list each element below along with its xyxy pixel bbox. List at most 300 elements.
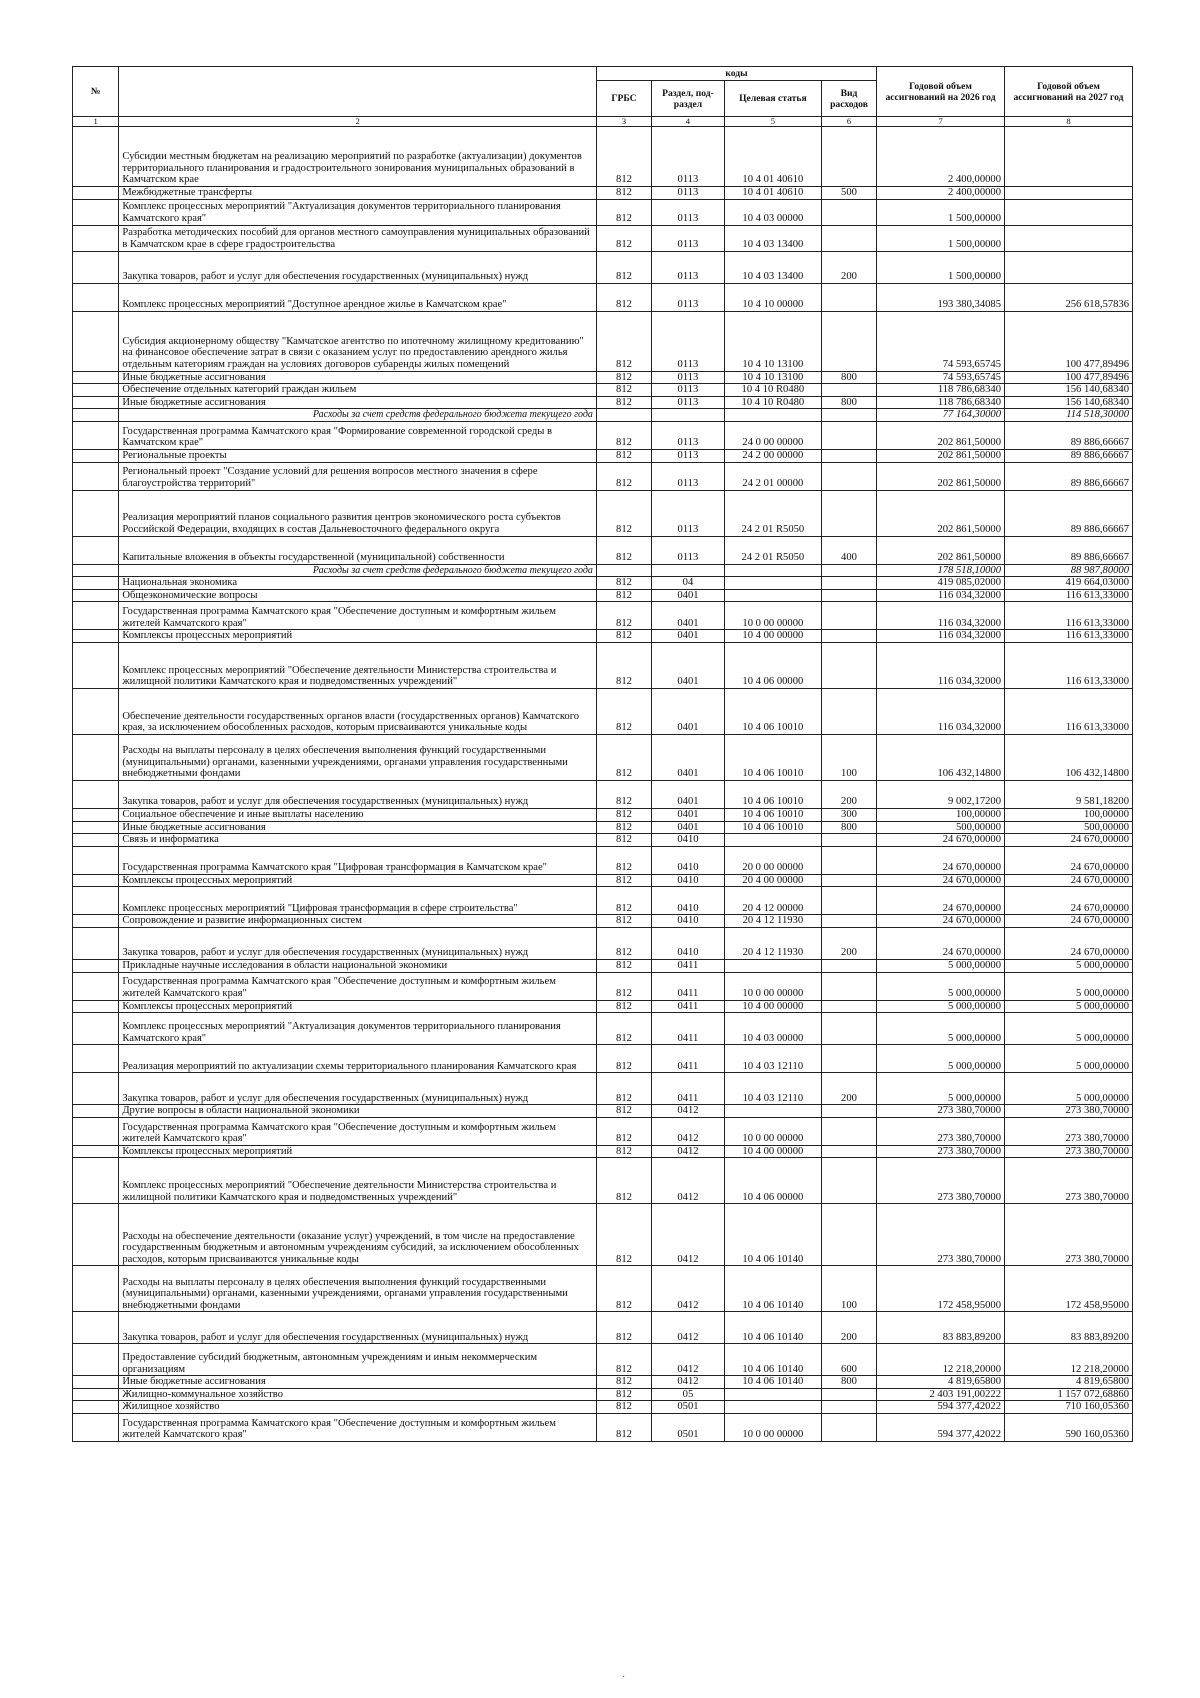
cell-name: Закупка товаров, работ и услуг для обеспечения государственных (муниципальных) нужд (119, 251, 597, 283)
table-row (73, 915, 1133, 928)
cell-vr (821, 1145, 876, 1158)
cell-vr (821, 1401, 876, 1414)
table-row (73, 409, 1133, 422)
cell-grbs: 812 (596, 536, 651, 564)
cell-num (73, 1312, 119, 1344)
cell-cs: 10 4 06 10140 (724, 1312, 821, 1344)
cell-v2026: 2 400,00000 (877, 187, 1005, 200)
cell-sec: 0401 (652, 780, 725, 808)
cell-v2027: 116 613,33000 (1005, 688, 1133, 734)
page-mark: · (622, 1672, 626, 1683)
table-row (73, 1013, 1133, 1045)
header-num: № (73, 67, 119, 117)
cell-v2027 (1005, 187, 1133, 200)
cell-v2027: 116 613,33000 (1005, 589, 1133, 602)
cell-cs: 20 0 00 00000 (724, 846, 821, 874)
cell-v2027: 83 883,89200 (1005, 1312, 1133, 1344)
header-2027: Годовой объем ассигнований на 2027 год (1005, 67, 1133, 117)
cell-sec: 0411 (652, 1045, 725, 1073)
cell-vr (821, 915, 876, 928)
cell-vr (821, 384, 876, 397)
header-exptype: Вид расходов (821, 81, 876, 117)
header-name (119, 67, 597, 117)
cell-vr: 800 (821, 371, 876, 384)
cell-cs (724, 1105, 821, 1118)
cell-num (73, 1000, 119, 1013)
cell-vr (821, 311, 876, 371)
cell-v2026: 273 380,70000 (877, 1105, 1005, 1118)
cell-num (73, 283, 119, 311)
cell-num (73, 1013, 119, 1045)
cell-num (73, 1045, 119, 1073)
cell-v2026: 1 500,00000 (877, 225, 1005, 251)
cell-vr (821, 421, 876, 449)
cell-v2027: 5 000,00000 (1005, 1013, 1133, 1045)
cell-cs: 10 4 06 10010 (724, 780, 821, 808)
cell-cs: 10 4 06 10140 (724, 1204, 821, 1266)
table-row (73, 602, 1133, 630)
cell-num (73, 780, 119, 808)
cell-name: Обеспечение деятельности государственных органов власти (государственных органов) Камчатского края, за исключением обособленных расходов, которым присваиваются уникальные коды (119, 688, 597, 734)
cell-cs (724, 834, 821, 847)
cell-sec: 0113 (652, 396, 725, 409)
cell-vr: 200 (821, 1073, 876, 1105)
table-row (73, 1105, 1133, 1118)
cell-sec: 0501 (652, 1414, 725, 1442)
cell-cs: 10 0 00 00000 (724, 1117, 821, 1145)
cell-cs: 24 2 01 00000 (724, 462, 821, 490)
cell-num (73, 1145, 119, 1158)
cell-vr (821, 1158, 876, 1204)
cell-name: Другие вопросы в области национальной экономики (119, 1105, 597, 1118)
cell-cs: 24 2 01 R5050 (724, 490, 821, 536)
cell-cs (724, 564, 821, 577)
cell-v2026: 77 164,30000 (877, 409, 1005, 422)
cell-num (73, 449, 119, 462)
cell-vr: 200 (821, 780, 876, 808)
cell-num (73, 490, 119, 536)
cell-vr (821, 602, 876, 630)
cell-sec: 0412 (652, 1376, 725, 1389)
cell-v2027: 24 670,00000 (1005, 846, 1133, 874)
cell-sec: 0113 (652, 311, 725, 371)
cell-sec: 0412 (652, 1158, 725, 1204)
cell-cs: 10 4 10 13100 (724, 311, 821, 371)
cell-v2026: 2 400,00000 (877, 127, 1005, 187)
cell-vr (821, 1045, 876, 1073)
cell-num (73, 371, 119, 384)
cell-v2026: 5 000,00000 (877, 1013, 1005, 1045)
cell-vr (821, 1204, 876, 1266)
table-row (73, 251, 1133, 283)
cell-name: Национальная экономика (119, 577, 597, 590)
cell-v2027: 89 886,66667 (1005, 462, 1133, 490)
cell-name: Комплексы процессных мероприятий (119, 874, 597, 887)
cell-name: Комплекс процессных мероприятий "Цифровая трансформация в сфере строительства" (119, 887, 597, 915)
cell-sec (652, 409, 725, 422)
cell-sec: 0113 (652, 225, 725, 251)
cell-vr: 100 (821, 734, 876, 780)
cell-vr (821, 1414, 876, 1442)
cell-v2026: 4 819,65800 (877, 1376, 1005, 1389)
cell-grbs: 812 (596, 780, 651, 808)
cell-num (73, 1204, 119, 1266)
cell-name: Субсидии местным бюджетам на реализацию мероприятий по разработке (актуализации) документов территориального планирования и градостроительного зонирования муниципальных образований в Камчатском крае (119, 127, 597, 187)
cell-grbs: 812 (596, 199, 651, 225)
cell-sec: 0410 (652, 834, 725, 847)
cell-v2027: 88 987,80000 (1005, 564, 1133, 577)
cell-vr (821, 1013, 876, 1045)
cell-name: Комплекс процессных мероприятий "Обеспечение деятельности Министерства строительства и жилищной политики Камчатского края и подведомственных учреждений" (119, 642, 597, 688)
cell-name: Иные бюджетные ассигнования (119, 396, 597, 409)
cell-sec: 0410 (652, 887, 725, 915)
cell-vr: 400 (821, 536, 876, 564)
cell-grbs: 812 (596, 972, 651, 1000)
table-row (73, 311, 1133, 371)
cell-grbs (596, 564, 651, 577)
cell-v2027: 5 000,00000 (1005, 959, 1133, 972)
cell-v2027: 100 477,89496 (1005, 311, 1133, 371)
cell-cs (724, 409, 821, 422)
table-row (73, 225, 1133, 251)
cell-cs: 24 2 00 00000 (724, 449, 821, 462)
cell-name: Жилищно-коммунальное хозяйство (119, 1388, 597, 1401)
cell-vr (821, 1000, 876, 1013)
cell-v2026: 5 000,00000 (877, 1073, 1005, 1105)
cell-v2026: 202 861,50000 (877, 421, 1005, 449)
cell-v2026: 118 786,68340 (877, 396, 1005, 409)
cell-v2026: 1 500,00000 (877, 199, 1005, 225)
cell-v2027 (1005, 199, 1133, 225)
cell-v2026: 116 034,32000 (877, 602, 1005, 630)
cell-v2027: 4 819,65800 (1005, 1376, 1133, 1389)
cell-v2027: 24 670,00000 (1005, 874, 1133, 887)
table-row (73, 1312, 1133, 1344)
cell-grbs: 812 (596, 927, 651, 959)
cell-vr: 100 (821, 1266, 876, 1312)
cell-num (73, 384, 119, 397)
cell-grbs: 812 (596, 1376, 651, 1389)
cell-name: Прикладные научные исследования в области национальной экономики (119, 959, 597, 972)
cell-grbs: 812 (596, 1145, 651, 1158)
cell-cs: 10 4 03 00000 (724, 199, 821, 225)
cell-name: Иные бюджетные ассигнования (119, 371, 597, 384)
cell-v2027: 24 670,00000 (1005, 915, 1133, 928)
table-row (73, 1073, 1133, 1105)
table-row (73, 384, 1133, 397)
table-row (73, 371, 1133, 384)
cell-grbs: 812 (596, 1344, 651, 1376)
cell-vr: 300 (821, 808, 876, 821)
cell-name: Комплекс процессных мероприятий "Обеспечение деятельности Министерства строительства и жилищной политики Камчатского края и подведомственных учреждений" (119, 1158, 597, 1204)
cell-grbs: 812 (596, 846, 651, 874)
cell-sec: 0411 (652, 959, 725, 972)
cell-num (73, 1401, 119, 1414)
cell-num (73, 1376, 119, 1389)
cell-v2027 (1005, 127, 1133, 187)
cell-cs: 10 4 10 00000 (724, 283, 821, 311)
cell-v2027: 5 000,00000 (1005, 1000, 1133, 1013)
cell-name: Иные бюджетные ассигнования (119, 821, 597, 834)
cell-grbs: 812 (596, 187, 651, 200)
cell-v2027: 100,00000 (1005, 808, 1133, 821)
header-grbs: ГРБС (596, 81, 651, 117)
cell-vr (821, 127, 876, 187)
colnum: 2 (119, 117, 597, 127)
column-numbers-row (73, 117, 1133, 127)
cell-v2026: 24 670,00000 (877, 834, 1005, 847)
cell-sec: 0113 (652, 127, 725, 187)
cell-vr (821, 564, 876, 577)
cell-v2026: 273 380,70000 (877, 1158, 1005, 1204)
cell-sec: 0412 (652, 1145, 725, 1158)
cell-num (73, 199, 119, 225)
cell-name: Связь и информатика (119, 834, 597, 847)
table-header (73, 67, 1133, 127)
cell-v2026: 178 518,10000 (877, 564, 1005, 577)
cell-cs: 20 4 12 11930 (724, 915, 821, 928)
cell-v2026: 116 034,32000 (877, 589, 1005, 602)
cell-grbs: 812 (596, 1073, 651, 1105)
cell-sec: 0410 (652, 846, 725, 874)
cell-vr (821, 959, 876, 972)
cell-vr (821, 642, 876, 688)
cell-num (73, 421, 119, 449)
cell-vr (821, 846, 876, 874)
cell-v2026: 193 380,34085 (877, 283, 1005, 311)
cell-name: Расходы за счет средств федерального бюджета текущего года (119, 409, 597, 422)
table-row (73, 780, 1133, 808)
cell-grbs: 812 (596, 384, 651, 397)
cell-sec: 0113 (652, 384, 725, 397)
table-row (73, 396, 1133, 409)
cell-name: Расходы за счет средств федерального бюджета текущего года (119, 564, 597, 577)
cell-num (73, 1117, 119, 1145)
table-row (73, 1414, 1133, 1442)
cell-v2027: 116 613,33000 (1005, 602, 1133, 630)
cell-sec: 0113 (652, 490, 725, 536)
cell-cs: 10 4 10 13100 (724, 371, 821, 384)
table-row (73, 688, 1133, 734)
cell-vr (821, 972, 876, 1000)
cell-name: Государственная программа Камчатского края "Цифровая трансформация в Камчатском крае" (119, 846, 597, 874)
cell-name: Государственная программа Камчатского края "Обеспечение доступным и комфортным жильем жителей Камчатского края" (119, 1414, 597, 1442)
cell-sec: 0113 (652, 371, 725, 384)
cell-name: Региональный проект "Создание условий для решения вопросов местного значения в сфере благоустройства территорий" (119, 462, 597, 490)
cell-v2026: 419 085,02000 (877, 577, 1005, 590)
cell-name: Комплекс процессных мероприятий "Актуализация документов территориального планирования Камчатского края" (119, 199, 597, 225)
cell-sec: 0113 (652, 199, 725, 225)
cell-vr (821, 1105, 876, 1118)
cell-sec: 0411 (652, 1013, 725, 1045)
colnum: 4 (652, 117, 725, 127)
cell-cs: 10 4 03 13400 (724, 225, 821, 251)
cell-num (73, 688, 119, 734)
cell-num (73, 187, 119, 200)
cell-sec: 0401 (652, 821, 725, 834)
cell-v2026: 202 861,50000 (877, 462, 1005, 490)
cell-v2026: 273 380,70000 (877, 1145, 1005, 1158)
cell-num (73, 1105, 119, 1118)
cell-num (73, 915, 119, 928)
cell-name: Сопровождение и развитие информационных систем (119, 915, 597, 928)
cell-grbs: 812 (596, 449, 651, 462)
cell-name: Закупка товаров, работ и услуг для обеспечения государственных (муниципальных) нужд (119, 1073, 597, 1105)
cell-cs: 24 0 00 00000 (724, 421, 821, 449)
table-row (73, 1266, 1133, 1312)
cell-v2027: 24 670,00000 (1005, 834, 1133, 847)
cell-v2027 (1005, 251, 1133, 283)
cell-sec: 05 (652, 1388, 725, 1401)
cell-v2026: 83 883,89200 (877, 1312, 1005, 1344)
table-row (73, 1145, 1133, 1158)
table-row (73, 1045, 1133, 1073)
cell-num (73, 821, 119, 834)
table-row (73, 1376, 1133, 1389)
cell-cs: 10 4 06 10140 (724, 1266, 821, 1312)
cell-v2026: 116 034,32000 (877, 642, 1005, 688)
colnum: 1 (73, 117, 119, 127)
cell-v2026: 202 861,50000 (877, 490, 1005, 536)
cell-num (73, 564, 119, 577)
cell-v2027: 12 218,20000 (1005, 1344, 1133, 1376)
cell-v2027: 5 000,00000 (1005, 1045, 1133, 1073)
cell-cs: 10 4 00 00000 (724, 630, 821, 643)
cell-v2026: 106 432,14800 (877, 734, 1005, 780)
cell-v2027: 24 670,00000 (1005, 927, 1133, 959)
cell-cs: 10 4 03 13400 (724, 251, 821, 283)
header-2026: Годовой объем ассигнований на 2026 год (877, 67, 1005, 117)
cell-grbs: 812 (596, 734, 651, 780)
cell-v2026: 202 861,50000 (877, 449, 1005, 462)
table-row (73, 421, 1133, 449)
cell-name: Комплексы процессных мероприятий (119, 630, 597, 643)
cell-num (73, 887, 119, 915)
cell-name: Межбюджетные трансферты (119, 187, 597, 200)
cell-num (73, 1073, 119, 1105)
cell-v2026: 24 670,00000 (877, 915, 1005, 928)
table-row (73, 630, 1133, 643)
cell-v2026: 500,00000 (877, 821, 1005, 834)
cell-grbs: 812 (596, 1312, 651, 1344)
cell-v2026: 273 380,70000 (877, 1117, 1005, 1145)
table-row (73, 834, 1133, 847)
cell-v2027: 273 380,70000 (1005, 1105, 1133, 1118)
cell-vr (821, 225, 876, 251)
cell-cs: 10 4 01 40610 (724, 187, 821, 200)
cell-v2026: 2 403 191,00222 (877, 1388, 1005, 1401)
header-codes: коды (596, 67, 876, 81)
cell-vr (821, 283, 876, 311)
cell-num (73, 927, 119, 959)
cell-num (73, 462, 119, 490)
cell-grbs: 812 (596, 1105, 651, 1118)
cell-v2026: 5 000,00000 (877, 959, 1005, 972)
table-row (73, 808, 1133, 821)
colnum: 6 (821, 117, 876, 127)
cell-cs: 10 4 10 R0480 (724, 384, 821, 397)
cell-num (73, 536, 119, 564)
cell-cs: 10 4 06 00000 (724, 642, 821, 688)
cell-vr (821, 199, 876, 225)
cell-num (73, 225, 119, 251)
cell-grbs: 812 (596, 688, 651, 734)
table-row (73, 887, 1133, 915)
cell-v2027: 116 613,33000 (1005, 642, 1133, 688)
cell-v2026: 74 593,65745 (877, 311, 1005, 371)
cell-v2027: 100 477,89496 (1005, 371, 1133, 384)
cell-grbs: 812 (596, 1401, 651, 1414)
budget-table (72, 66, 1133, 1442)
cell-grbs: 812 (596, 915, 651, 928)
cell-vr: 200 (821, 1312, 876, 1344)
cell-grbs: 812 (596, 589, 651, 602)
cell-v2027: 256 618,57836 (1005, 283, 1133, 311)
cell-cs (724, 577, 821, 590)
cell-name: Расходы на выплаты персоналу в целях обеспечения выполнения функций государственными (муниципальными) органами, казенными учреждениями, органами управления государственными внебюджетными фондами (119, 734, 597, 780)
cell-grbs: 812 (596, 834, 651, 847)
cell-cs: 10 4 01 40610 (724, 127, 821, 187)
cell-v2026: 273 380,70000 (877, 1204, 1005, 1266)
cell-grbs: 812 (596, 1013, 651, 1045)
table-body (73, 127, 1133, 1442)
table-row (73, 589, 1133, 602)
cell-grbs: 812 (596, 1388, 651, 1401)
cell-sec: 0411 (652, 1073, 725, 1105)
cell-grbs: 812 (596, 1158, 651, 1204)
cell-sec: 0401 (652, 602, 725, 630)
cell-cs: 10 4 00 00000 (724, 1145, 821, 1158)
table-row (73, 1344, 1133, 1376)
cell-sec: 0113 (652, 187, 725, 200)
table-row (73, 1401, 1133, 1414)
cell-cs (724, 1401, 821, 1414)
cell-v2027: 89 886,66667 (1005, 449, 1133, 462)
table-row (73, 1388, 1133, 1401)
table-row (73, 1158, 1133, 1204)
cell-sec: 0410 (652, 915, 725, 928)
cell-cs: 10 4 06 10010 (724, 821, 821, 834)
cell-name: Расходы на выплаты персоналу в целях обеспечения выполнения функций государственными (муниципальными) органами, казенными учреждениями, органами управления государственными внебюджетными фондами (119, 1266, 597, 1312)
cell-v2027: 500,00000 (1005, 821, 1133, 834)
cell-sec: 04 (652, 577, 725, 590)
cell-num (73, 734, 119, 780)
cell-v2027: 116 613,33000 (1005, 630, 1133, 643)
cell-v2027: 24 670,00000 (1005, 887, 1133, 915)
header-target: Целевая статья (724, 81, 821, 117)
table-row (73, 449, 1133, 462)
cell-v2026: 118 786,68340 (877, 384, 1005, 397)
cell-num (73, 577, 119, 590)
cell-grbs: 812 (596, 874, 651, 887)
cell-num (73, 1414, 119, 1442)
cell-cs (724, 959, 821, 972)
cell-cs: 20 4 12 00000 (724, 887, 821, 915)
cell-v2026: 5 000,00000 (877, 1000, 1005, 1013)
cell-grbs: 812 (596, 225, 651, 251)
cell-sec: 0401 (652, 589, 725, 602)
table-row (73, 972, 1133, 1000)
cell-sec: 0401 (652, 808, 725, 821)
cell-num (73, 1388, 119, 1401)
cell-v2026: 12 218,20000 (877, 1344, 1005, 1376)
cell-name: Закупка товаров, работ и услуг для обеспечения государственных (муниципальных) нужд (119, 1312, 597, 1344)
cell-v2026: 116 034,32000 (877, 688, 1005, 734)
cell-cs: 10 4 03 00000 (724, 1013, 821, 1045)
cell-name: Государственная программа Камчатского края "Обеспечение доступным и комфортным жильем жителей Камчатского края" (119, 972, 597, 1000)
cell-v2027: 273 380,70000 (1005, 1158, 1133, 1204)
cell-v2027 (1005, 225, 1133, 251)
